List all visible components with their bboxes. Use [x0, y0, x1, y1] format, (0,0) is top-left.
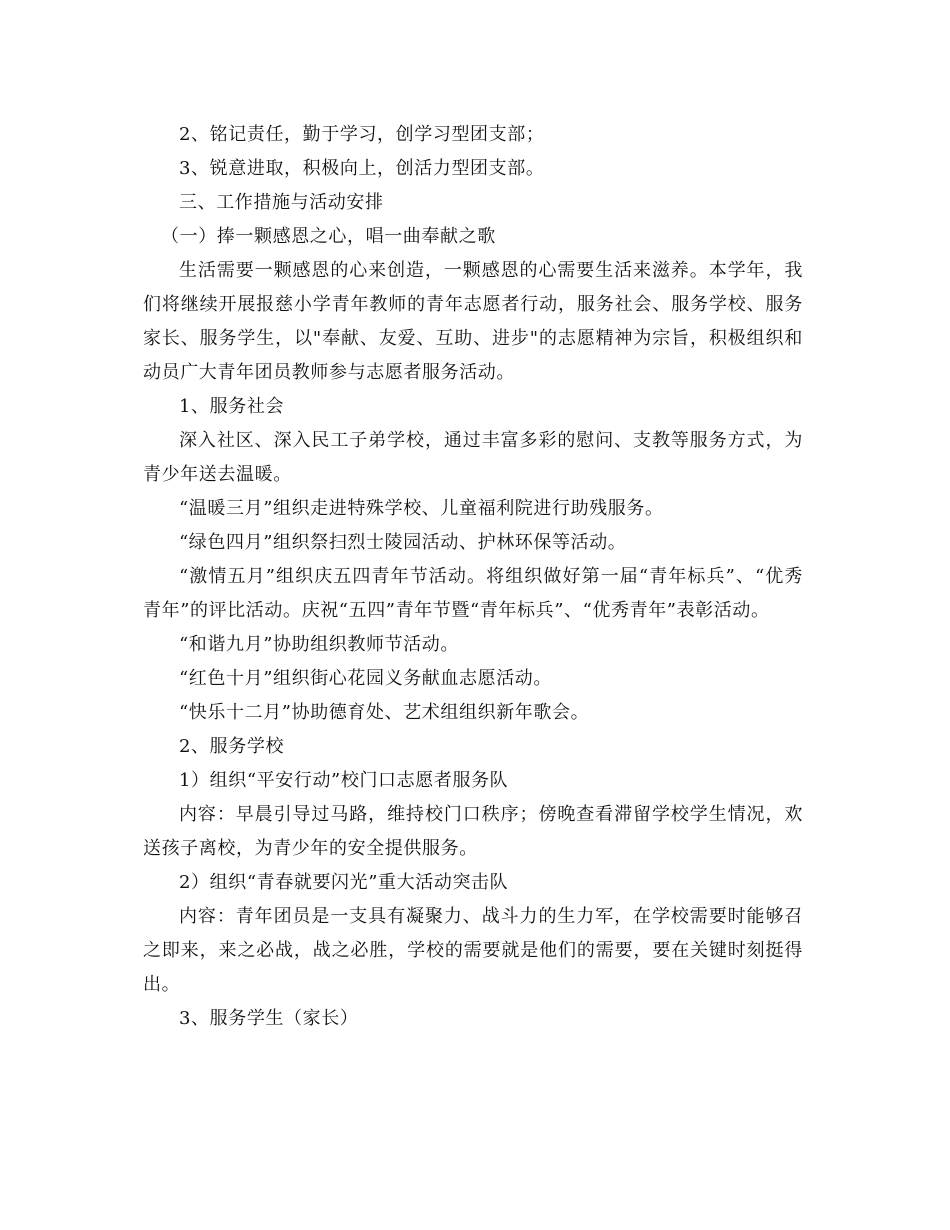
- paragraph-youth-team: 内容：青年团员是一支具有凝聚力、战斗力的生力军，在学校需要时能够召之即来，来之必战，战之必胜，学校的需要就是他们的需要，要在关键时刻挺得出。: [143, 906, 803, 995]
- activity-march: “温暖三月”组织走进特殊学校、儿童福利院进行助残服务。: [179, 498, 664, 519]
- activity-may: “激情五月”组织庆五四青年节活动。将组织做好第一届“青年标兵”、“优秀青年”的评比活动。庆祝“五四”青年节暨“青年标兵”、“优秀青年”表彰活动。: [143, 566, 803, 621]
- activity-october: “红色十月”组织街心花园义务献血志愿活动。: [179, 668, 553, 689]
- subsection-heading-1: （一）捧一颗感恩之心，唱一曲奉献之歌: [161, 226, 496, 247]
- document-body: [143, 118, 803, 1036]
- item-safety-team: 1）组织“平安行动”校门口志愿者服务队: [179, 770, 509, 791]
- activity-april: “绿色四月”组织祭扫烈士陵园活动、护林环保等活动。: [179, 532, 627, 553]
- activity-september: “和谐九月”协助组织教师节活动。: [179, 634, 460, 655]
- subheading-serve-society: 1、服务社会: [179, 396, 285, 417]
- paragraph-safety-team: 内容：早晨引导过马路，维持校门口秩序；傍晚查看滞留学校学生情况，欢送孩子离校，为青少年的安全提供服务。: [143, 804, 803, 859]
- activity-december: “快乐十二月”协助德育处、艺术组组织新年歌会。: [179, 702, 590, 723]
- subheading-serve-students: 3、服务学生（家长）: [179, 1008, 359, 1029]
- section-heading-3: 三、工作措施与活动安排: [179, 192, 384, 213]
- list-item-3: 3、锐意进取，积极向上，创活力型团支部。: [179, 158, 545, 179]
- item-youth-team: 2）组织“青春就要闪光”重大活动突击队: [179, 872, 509, 893]
- list-item-2: 2、铭记责任，勤于学习，创学习型团支部；: [179, 124, 545, 145]
- paragraph-serve-society: 深入社区、深入民工子弟学校，通过丰富多彩的慰问、支教等服务方式，为青少年送去温暖。: [143, 430, 803, 485]
- subheading-serve-school: 2、服务学校: [179, 736, 285, 757]
- paragraph-intro: 生活需要一颗感恩的心来创造，一颗感恩的心需要生活来滋养。本学年，我们将继续开展报慈小学青年教师的青年志愿者行动，服务社会、服务学校、服务家长、服务学生，以"奉献、友爱、互助、进步"的志愿精神为宗旨，积极组织和动员广大青年团员教师参与志愿者服务活动。: [143, 260, 803, 383]
